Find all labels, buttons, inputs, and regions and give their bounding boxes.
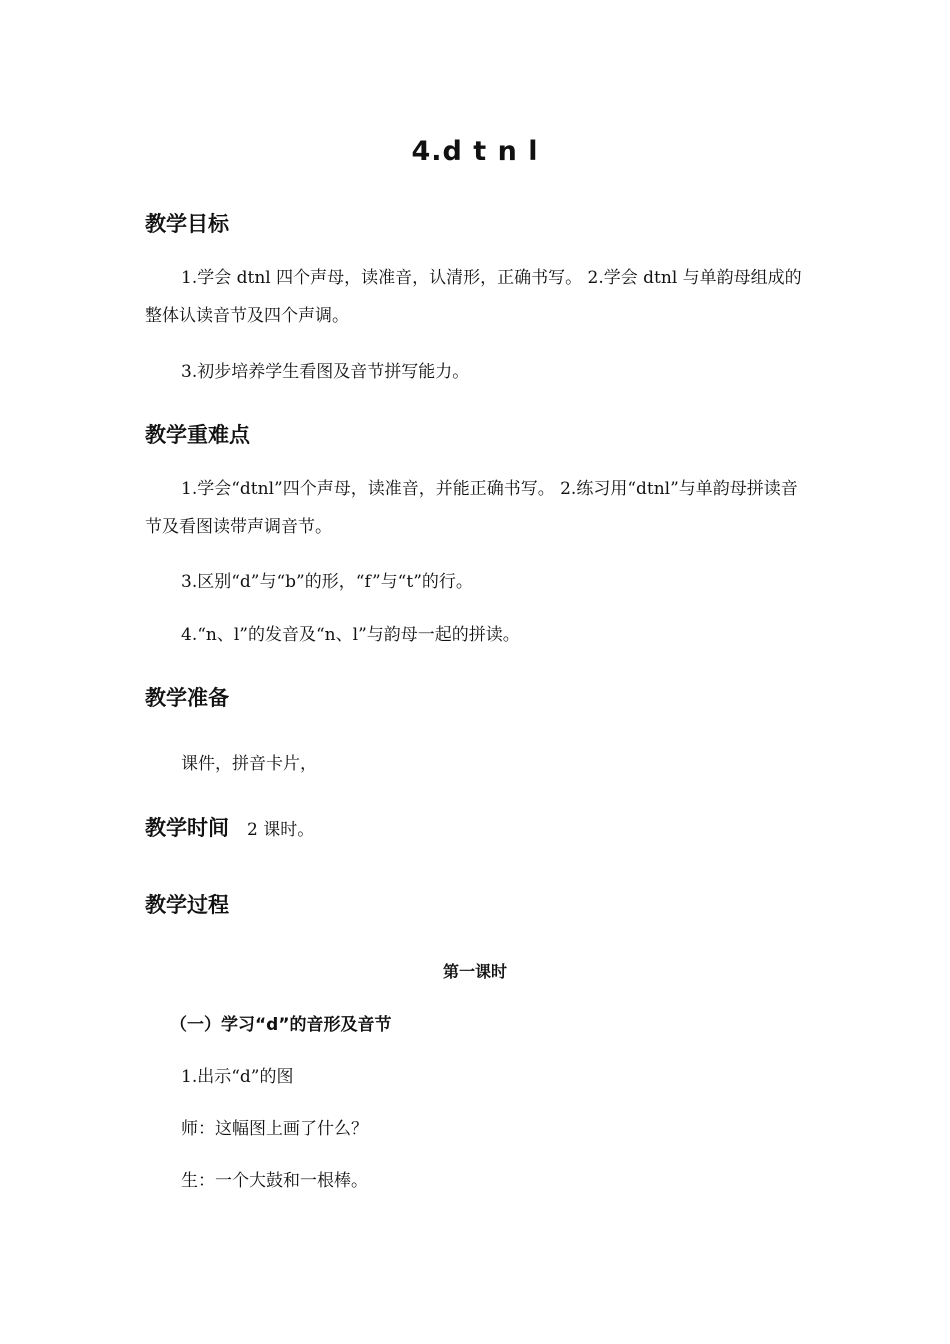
process-line-2: 师：这幅图上画了什么？ (181, 1119, 368, 1139)
sub-heading-d: （一）学习“d”的音形及音节 (170, 1015, 392, 1035)
goals-text-1: 1.学会 dtnl 四个声母，读准音，认清形，正确书写。 2.学会 dtnl 与单韵母组成的整体认读音节及四个声调。 (145, 268, 802, 326)
document-title: 4.d t n l (411, 136, 539, 167)
time-note: 2 课时。 (247, 820, 315, 840)
heading-process: 教学过程 (145, 893, 229, 917)
key-points-paragraph-3: 4.“n、l”的发音及“n、l”与韵母一起的拼读。 (181, 625, 520, 645)
goals-paragraph-1 (145, 259, 810, 335)
key-points-paragraph-1 (145, 470, 810, 546)
heading-key-points: 教学重难点 (145, 423, 250, 447)
heading-prep: 教学准备 (145, 686, 229, 710)
process-line-3: 生：一个大鼓和一根棒。 (181, 1171, 368, 1191)
heading-time: 教学时间 (145, 816, 229, 840)
goals-paragraph-2: 3.初步培养学生看图及音节拼写能力。 (181, 362, 470, 382)
heading-goals: 教学目标 (145, 212, 229, 236)
process-line-1: 1.出示“d”的图 (181, 1067, 294, 1087)
lesson-title: 第一课时 (442, 962, 507, 981)
key-points-text-1: 1.学会“dtnl”四个声母，读准音，并能正确书写。 2.练习用“dtnl”与单韵母拼读音节及看图读带声调音节。 (145, 479, 798, 537)
key-points-paragraph-2: 3.区别“d”与“b”的形，“f”与“t”的行。 (181, 572, 473, 592)
prep-paragraph: 课件，拼音卡片， (181, 754, 317, 774)
heading-time-row (145, 812, 314, 842)
